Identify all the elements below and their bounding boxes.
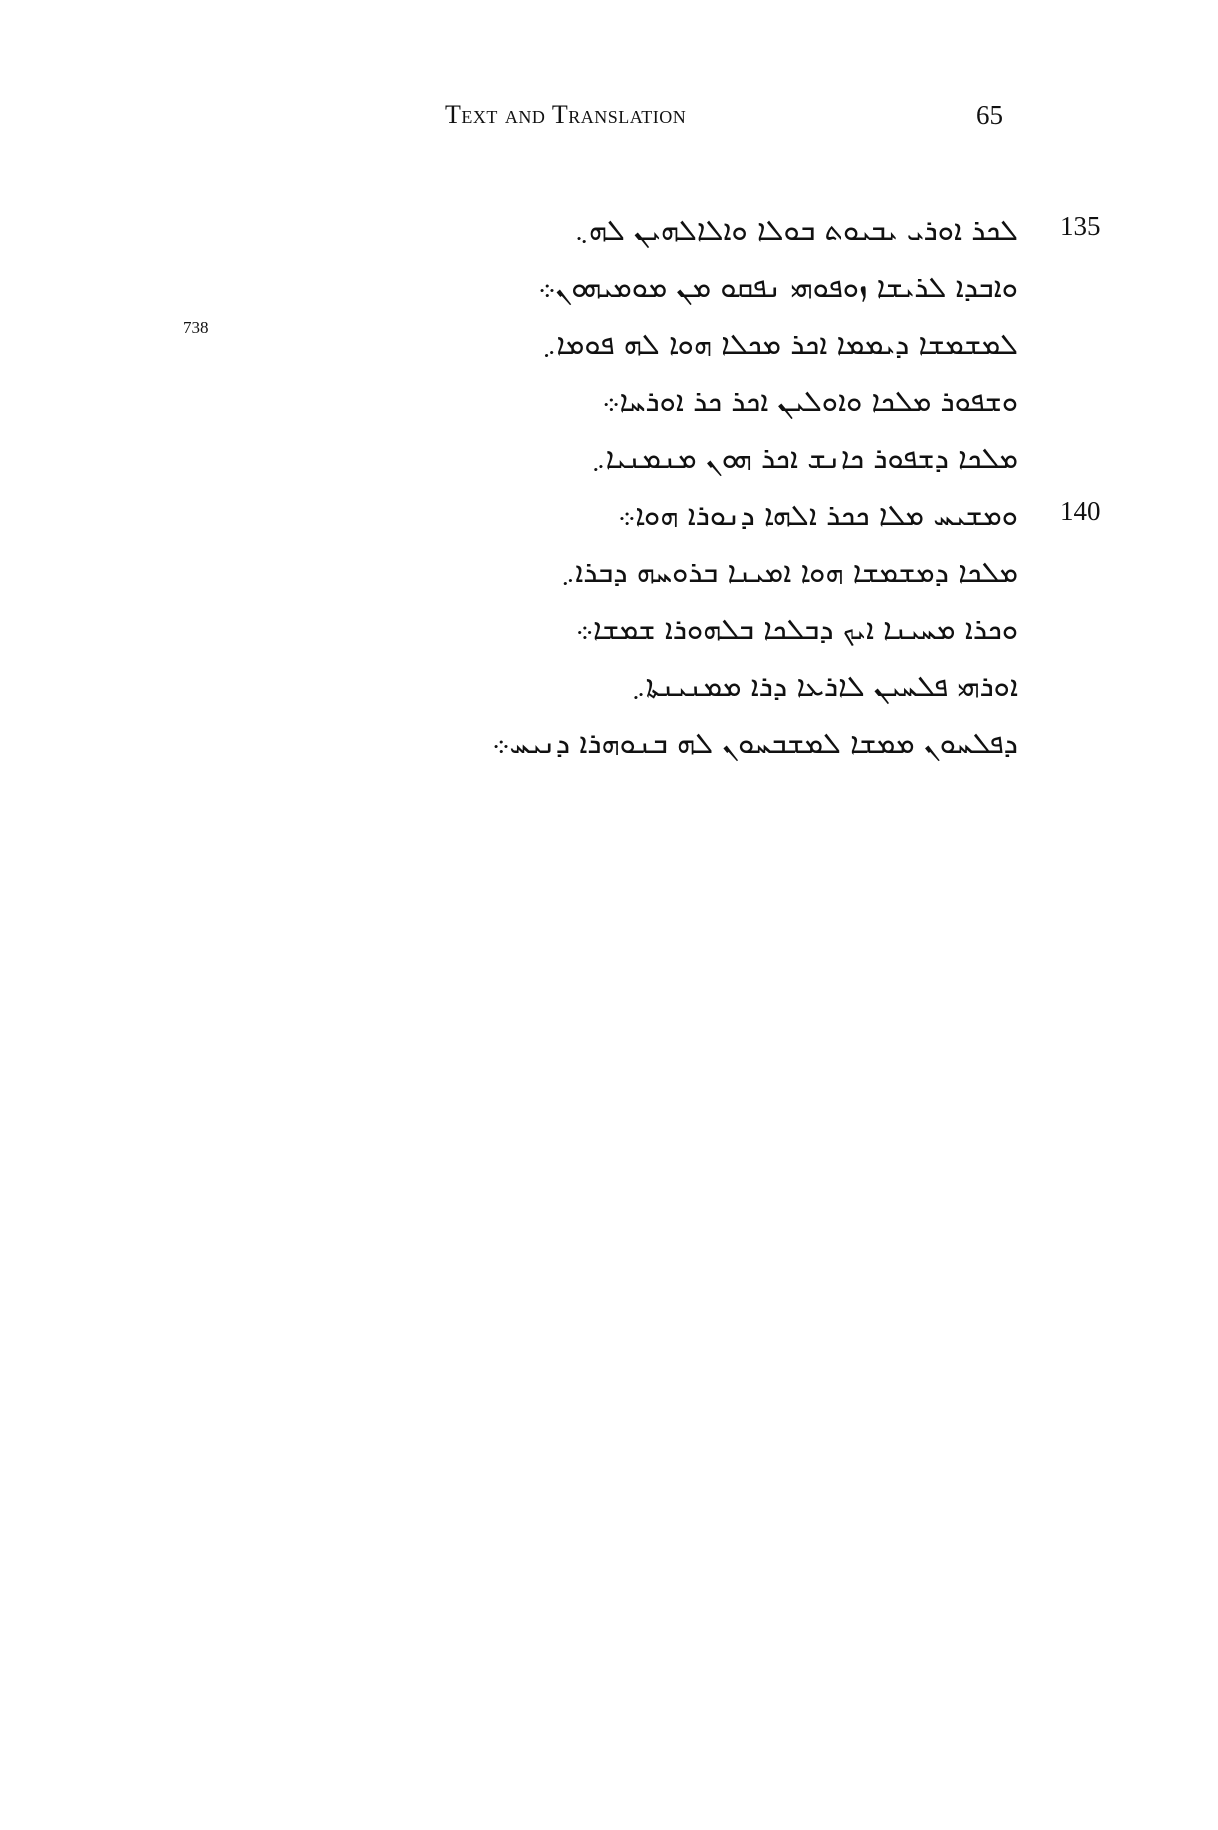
verse-line: ܠܟܪ ܐܘܪܝ ܝܒܝܘܬ ܒܘܠܐ ܘܐܠܐܠܗܝܢ ܠܗ܆ bbox=[574, 213, 1018, 247]
verse-block bbox=[338, 202, 1018, 772]
margin-reference: 738 bbox=[183, 318, 209, 337]
line-number: 135 bbox=[1060, 211, 1101, 241]
verse-line: ܠܡܫܡܫܐ ܕܝܡܡܐ ܐܟܪ ܡܟܠܐ ܗܘܐ ܠܗ ܦܘܡܐ܇ bbox=[541, 327, 1018, 361]
verse-line: ܡܠܟܐ ܕܡܫܡܫܐ ܗܘܐ ܐܡܝܢܐ ܒܪܘܚܗ ܕܒܪܐ܇ bbox=[560, 555, 1018, 589]
line-number: 140 bbox=[1060, 496, 1101, 526]
verse-line: ܘܡܫܝܚ ܡܠܐ ܟܟܪ ܐܠܗܐ ܕܢܘܪܐ ܗܘܐ܀ bbox=[617, 498, 1018, 532]
verse-line: ܐܘܪܗܝ ܦܠܚܝܢ ܠܐܪܥܐ ܕܪܐ ܡܡܢܝܢܬܐ܇ bbox=[631, 669, 1018, 703]
page-number: 65 bbox=[976, 100, 1003, 130]
running-head: Text and Translation bbox=[445, 100, 687, 129]
verse-line: ܕܦܠܚܘܢ ܡܡܫܐ ܠܡܫܒܚܘܢ ܠܗ ܒܢܘܗܪܐ ܕܢܝܚ܀ bbox=[492, 726, 1018, 760]
verse-line: ܘܫܦܘܪ ܡܠܟܐ ܘܐܘܠܝܢ ܐܟܪ ܟܪ ܐܘܪܚܐ܀ bbox=[602, 384, 1018, 418]
verse-line: ܡܠܟܐ ܕܫܦܘܪ ܟܐܢܫ ܐܟܪ ܗܘܢ ܡܢܡܢܝܐ܇ bbox=[591, 441, 1018, 475]
verse-line: ܘܐܒܕܐ ܠܪܝܫܐ ܙܘܦܘܗܝ ܢܦܩܘ ܡܢ ܡܘܡܝܗܘܢ܀ bbox=[538, 270, 1018, 304]
verse-line: ܘܟܪܐ ܡܚܝܢܐ ܐܝܟ ܕܒܠܟܐ ܒܠܗܘܪܐ ܫܡܫܐ܀ bbox=[575, 612, 1018, 646]
